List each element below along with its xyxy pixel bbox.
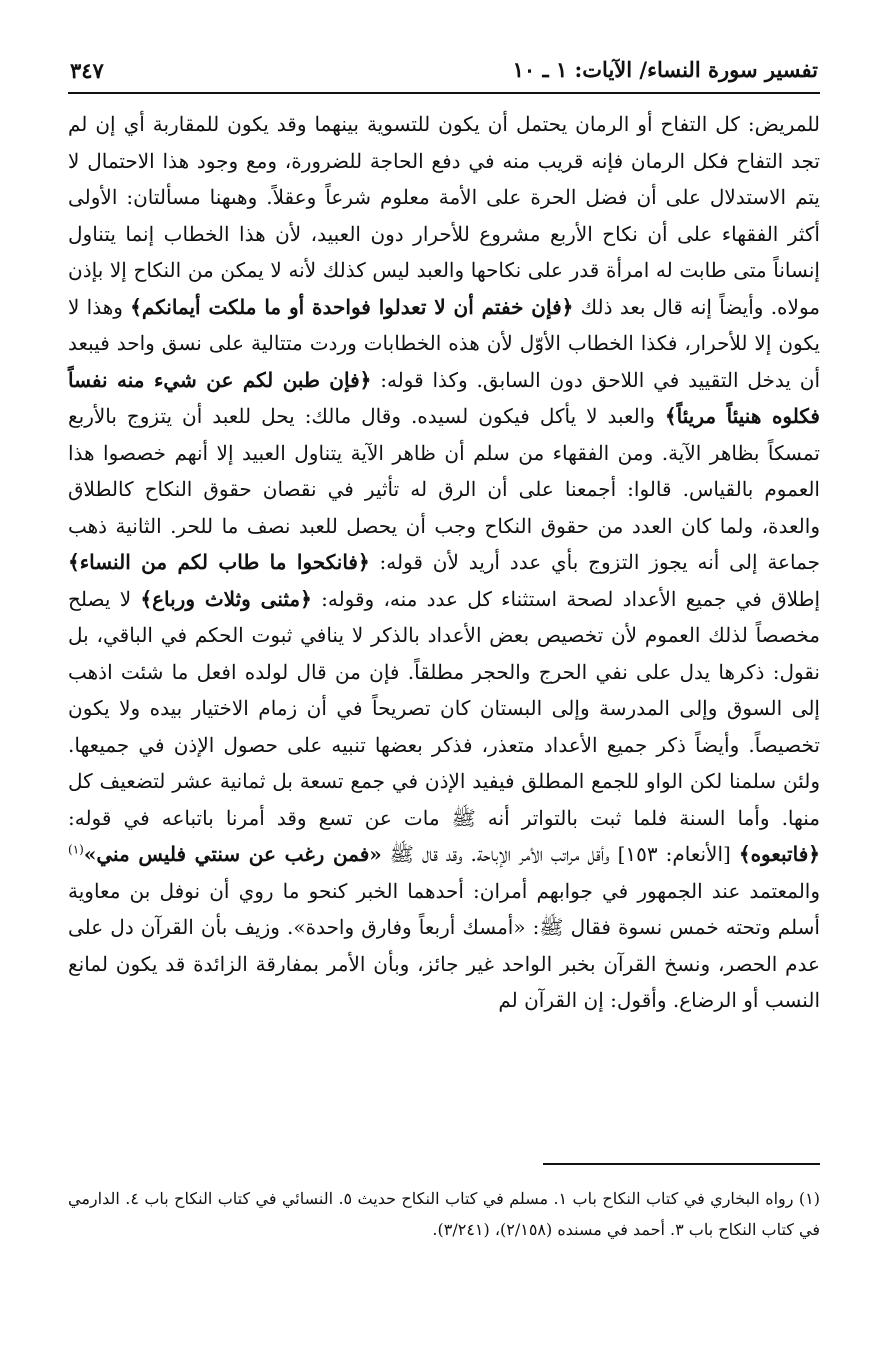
quran-verse: ﴿فإن خفتم أن لا تعدلوا فواحدة أو ما ملكت أيمانكم﴾ — [130, 294, 574, 319]
footnote-1: (١) رواه البخاري في كتاب النكاح باب ١. مسلم في كتاب النكاح حديث ٥. النسائي في كتاب النكاح باب ٤. الدارمي في كتاب النكاح باب ٣. أحمد في مسنده (٢/١٥٨)، (٣/٢٤١). — [68, 1189, 820, 1239]
quran-verse: ﴿مثنى وثلاث ورباع﴾ — [140, 586, 312, 611]
footnote-divider — [543, 1163, 820, 1165]
text-run: وهذا لا يكون إلا للأحرار، فكذا الخطاب الأوّل لأن هذه الخطابات وردت متتالية على نسق واحد فيبعد أن يدخل التقييد في اللاحق دون السابق. وكذا قوله: — [68, 294, 820, 392]
text-run: للمريض: كل التفاح أو الرمان يحتمل أن يكون للتسوية بينهما وقد يكون للمقاربة أي إن لم تجد التفاح فكل الرمان فإنه قريب منه في دفع الحاجة للضرورة، ومع وجود هذا الاحتمال لا يتم الاستدلال على أن فضل الحرة على الأمة معلوم شرعاً وعقلاً. وهىهنا مسألتان: الأولى أكثر الفقهاء على أن نكاح الأربع مشروع للأحرار دون العبيد، لأن هذا الخطاب إنما يتناول إنساناً متى طابت له امرأة قدر على نكاحها والعبد ليس كذلك لأنه لا يمكن من النكاح إلا بإذن مولاه. وأيضاً إنه قال بعد ذلك — [68, 112, 820, 319]
footnote-marker: (١) — [68, 842, 84, 857]
quran-verse: ﴿فاتبعوه﴾ — [738, 842, 820, 866]
hadith-quote: «فمن رغب عن سنتي فليس مني» — [83, 842, 382, 866]
body-text — [68, 106, 820, 1019]
text-run: والمعتمد عند الجمهور في جوابهم أمران: أحدهما الخبر كنحو ما روي أن نوفل بن معاوية أسلم وتحته خمس نسوة فقال ﷺ: «أمسك أربعاً وفارق واحدة». وزيف بأن القرآن دل على عدم الحصر، ونسخ القرآن بخبر الواحد غير جائز، وبأن الأمر بمفارقة الزائدة قد يكون لمانع النسب أو الرضاع. وأقول: إن القرآن لم — [68, 878, 820, 1012]
quran-verse: ﴿فانكحوا ما طاب لكم من النساء﴾ — [68, 550, 370, 574]
running-title: تفسير سورة النساء/ الآيات: ١ ـ ١٠ — [512, 57, 818, 82]
footnotes — [68, 1183, 820, 1245]
quran-verse: ﴿فإن طبن لكم عن شيء منه نفساً فكلوه هنيئاً مريئاً﴾ — [68, 367, 820, 428]
text-run: [الأنعام: ١٥٣] وأقل مراتب الأمر الإباحة. وقد قال ﷺ — [381, 842, 739, 866]
page-header — [68, 52, 820, 94]
text-run: والعبد لا يأكل فيكون لسيده. وقال مالك: يحل للعبد أن يتزوج بالأربع تمسكاً بظاهر الآية. ومن الفقهاء من سلم أن ظاهر الآية يتناول العبيد إلا أنهم خصصوا هذا العموم بالقياس. قالوا: أجمعنا على أن الرق له تأثير في نقصان حقوق النكاح كالطلاق والعدة، ولما كان العدد من حقوق النكاح وجب أن يحصل للعبد نصف ما للحر. الثانية ذهب جماعة إلى أنه يجوز التزوج بأي عدد أريد لأن قوله: — [68, 404, 820, 574]
text-run: إطلاق في جميع الأعداد لصحة استثناء كل عدد منه، وقوله: — [311, 586, 821, 611]
page-number: ٣٤٧ — [70, 58, 104, 83]
main-paragraph — [68, 106, 820, 1019]
text-run: لا يصلح مخصصاً لذلك العموم لأن تخصيص بعض الأعداد بالذكر لا ينافي ثبوت الحكم في الباقي، بل نقول: ذكرها يدل على نفي الحرج والحجر مطلقاً. فإن من قال لولده افعل ما شئت اذهب إلى السوق وإلى المدرسة وإلى البستان كان تصريحاً في أن زمام الاختيار بيده ولا يكون تخصيصاً. وأيضاً ذكر جميع الأعداد متعذر، فذكر بعضها تنبيه على حصول الإذن في جميعها. ولئن سلمنا لكن الواو للجمع المطلق فيفيد الإذن في جمع تسعة بل ثمانية عشر لتضعيف كل منها. وأما السنة فلما ثبت بالتواتر أنه ﷺ مات عن تسع وقد أمرنا باتباعه في قوله: — [68, 586, 820, 830]
